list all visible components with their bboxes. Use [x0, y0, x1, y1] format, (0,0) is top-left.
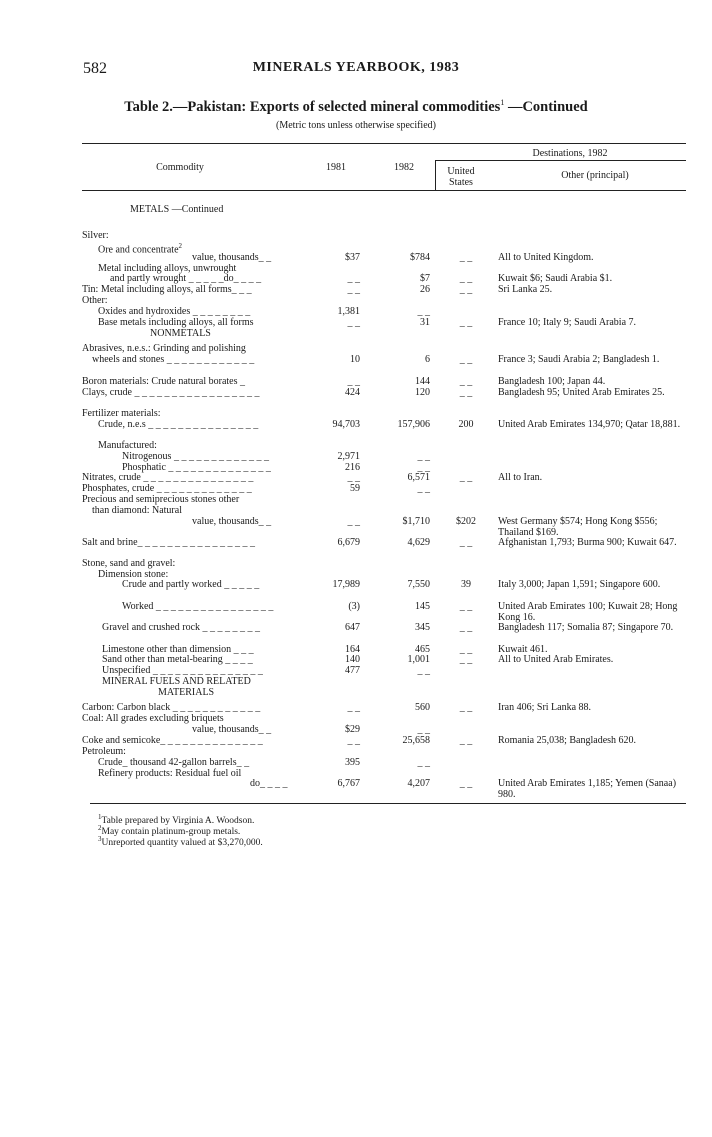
commodity-text: MATERIALS: [158, 687, 215, 698]
value-other: All to United Kingdom.: [498, 252, 594, 263]
value-1982: _ _: [417, 483, 430, 494]
value-1982: 1,001: [407, 654, 430, 665]
commodity-text: Refinery products: Residual fuel oil: [98, 768, 242, 779]
col-1981-header: 1981: [326, 162, 346, 173]
commodity-text: Worked _ _ _ _ _ _ _ _ _ _ _ _ _ _ _ _: [122, 601, 274, 612]
value-1982: 157,906: [397, 419, 430, 430]
value-us: _ _: [459, 702, 473, 713]
value-other: All to United Arab Emirates.: [498, 654, 614, 665]
table-title-mark: 1: [500, 98, 505, 107]
commodity-cell: [82, 702, 260, 713]
commodity-cell: [82, 387, 260, 398]
commodity-text: Tin: Metal including alloys, all forms_ _ _: [82, 284, 252, 295]
value-1981: 140: [345, 654, 360, 665]
value-us: _ _: [459, 622, 473, 633]
commodity-cell: [92, 354, 254, 365]
value-us: _ _: [459, 472, 473, 483]
commodity-text: Fertilizer materials:: [82, 408, 161, 419]
col-us-header-line2: States: [449, 177, 473, 188]
commodity-text: Sand other than metal-bearing _ _ _ _: [102, 654, 253, 665]
footnote: [98, 834, 263, 849]
value-other: Bangladesh 117; Somalia 87; Singapore 70.: [498, 622, 674, 633]
table-title-text: Table 2.—Pakistan: Exports of selected mineral commodities: [124, 98, 501, 115]
commodity-cell: [192, 724, 271, 735]
commodity-text: Carbon: Carbon black _ _ _ _ _ _ _ _ _ _ _ _: [82, 702, 261, 713]
value-1981: 477: [345, 665, 360, 676]
value-other: United Arab Emirates 1,185; Yemen (Sanaa) 980.: [498, 778, 677, 800]
commodity-text: Clays, crude _ _ _ _ _ _ _ _ _ _ _ _ _ _ _ _ _: [82, 387, 260, 398]
value-1981: _ _: [347, 317, 360, 328]
footnote-text: May contain platinum-group metals.: [101, 827, 241, 838]
commodity-text: Crude, n.e.s _ _ _ _ _ _ _ _ _ _ _ _ _ _ _: [98, 419, 259, 430]
commodity-text: Metal including alloys, unwrought: [98, 263, 237, 274]
value-1982: 26: [420, 284, 430, 295]
commodity-cell: [102, 654, 253, 665]
value-1982: _ _: [417, 724, 430, 735]
commodity-text: Ore and concentrate: [98, 244, 179, 256]
commodity-cell: [98, 306, 250, 317]
commodity-cell: [82, 483, 252, 494]
commodity-cell: [82, 376, 245, 387]
value-other: West Germany $574; Hong Kong $556; Thailand $169.: [498, 516, 658, 538]
col-1982-header: 1982: [394, 162, 414, 173]
commodity-cell: [122, 601, 273, 612]
value-other: Afghanistan 1,793; Burma 900; Kuwait 647.: [498, 537, 677, 548]
value-1982: _ _: [417, 451, 430, 462]
commodity-cell: [82, 295, 108, 306]
value-other: Bangladesh 100; Japan 44.: [498, 376, 606, 387]
destinations-rule: [435, 160, 686, 161]
commodity-text: than diamond: Natural: [92, 505, 182, 516]
value-us: _ _: [459, 273, 473, 284]
value-1982: $7: [420, 273, 430, 284]
commodity-cell: [82, 746, 126, 757]
commodity-text: Crude and partly worked _ _ _ _ _: [122, 579, 260, 590]
commodity-cell: [82, 558, 175, 569]
commodity-text: do_ _ _ _: [250, 778, 288, 789]
value-1981: 59: [350, 483, 360, 494]
value-1982: 31: [420, 317, 430, 328]
value-us: _ _: [459, 601, 473, 612]
value-1982: 345: [415, 622, 430, 633]
col-destinations-header: Destinations, 1982: [532, 148, 608, 159]
value-1981: 94,703: [332, 419, 360, 430]
value-other: United Arab Emirates 100; Kuwait 28; Hong Kong 16.: [498, 601, 678, 623]
col-other-header: Other (principal): [561, 170, 629, 181]
commodity-cell: [82, 494, 239, 505]
value-us: 39: [461, 579, 471, 590]
commodity-cell: [122, 451, 269, 462]
commodity-text: METALS —Continued: [130, 204, 224, 215]
value-1981: _ _: [347, 284, 360, 295]
value-1981: 424: [345, 387, 360, 398]
commodity-text: Petroleum:: [82, 746, 126, 757]
value-1981: _ _: [347, 376, 360, 387]
commodity-text: value, thousands_ _: [192, 516, 272, 527]
value-1982: 6: [425, 354, 430, 365]
commodity-text: Other:: [82, 295, 108, 306]
value-1982: 465: [415, 644, 430, 655]
value-other: France 10; Italy 9; Saudi Arabia 7.: [498, 317, 637, 328]
value-1982: $1,710: [402, 516, 430, 527]
value-1982: 7,550: [407, 579, 430, 590]
commodity-text: wheels and stones _ _ _ _ _ _ _ _ _ _ _ _: [92, 354, 255, 365]
value-us: 200: [458, 419, 474, 430]
value-1981: 17,989: [332, 579, 360, 590]
value-1981: 6,679: [337, 537, 360, 548]
commodity-text: MINERAL FUELS AND RELATED: [102, 676, 251, 687]
value-1982: 560: [415, 702, 430, 713]
commodity-cell: [150, 328, 211, 339]
bottom-rule: [90, 803, 686, 804]
commodity-text: NONMETALS: [150, 328, 211, 339]
value-1981: _ _: [347, 702, 360, 713]
commodity-text: Limestone other than dimension _ _ _: [102, 644, 254, 655]
value-other: Italy 3,000; Japan 1,591; Singapore 600.: [498, 579, 661, 590]
value-1981: 395: [345, 757, 360, 768]
value-us: _ _: [459, 387, 473, 398]
commodity-cell: [82, 472, 253, 483]
value-1981: _ _: [347, 273, 360, 284]
value-1982: _ _: [417, 665, 430, 676]
commodity-text: Precious and semiprecious stones other: [82, 494, 240, 505]
value-1981: _ _: [347, 735, 360, 746]
commodity-cell: [102, 622, 260, 633]
commodity-cell: [82, 537, 255, 548]
commodity-text: Nitrogenous _ _ _ _ _ _ _ _ _ _ _ _ _: [122, 451, 269, 462]
footnote-number: 3: [98, 835, 102, 843]
table-title-suffix: —Continued: [504, 98, 588, 115]
commodity-cell: [98, 440, 157, 451]
header-bottom-rule: [82, 190, 686, 191]
value-1981: 2,971: [337, 451, 360, 462]
commodity-cell: [192, 516, 271, 527]
commodity-cell: [98, 768, 241, 779]
commodity-text: Stone, sand and gravel:: [82, 558, 176, 569]
value-other: Iran 406; Sri Lanka 88.: [498, 702, 592, 713]
commodity-cell: [98, 241, 182, 255]
commodity-cell: [82, 343, 246, 354]
footnote-mark: 2: [178, 242, 183, 250]
value-other: France 3; Saudi Arabia 2; Bangladesh 1.: [498, 354, 660, 365]
value-us: _ _: [459, 735, 473, 746]
table-title: [0, 98, 712, 116]
value-1982: 144: [415, 376, 430, 387]
commodity-cell: [82, 230, 109, 241]
value-1981: 164: [345, 644, 360, 655]
commodity-text: Boron materials: Crude natural borates _: [82, 376, 246, 387]
value-1981: $29: [345, 724, 360, 735]
commodity-cell: [102, 676, 251, 687]
commodity-text: and partly wrought _ _ _ _ _do_ _ _ _: [110, 273, 262, 284]
footnote-text: Unreported quantity valued at $3,270,000.: [101, 838, 263, 849]
commodity-cell: [82, 284, 252, 295]
footnote-number: 2: [98, 824, 102, 832]
value-other: Kuwait $6; Saudi Arabia $1.: [498, 273, 613, 284]
value-other: Romania 25,038; Bangladesh 620.: [498, 735, 637, 746]
value-us: _ _: [459, 252, 473, 263]
commodity-text: Salt and brine_ _ _ _ _ _ _ _ _ _ _ _ _ _ _ _: [82, 537, 256, 548]
value-1981: 1,381: [337, 306, 360, 317]
value-1982: 25,658: [402, 735, 430, 746]
commodity-cell: [158, 687, 214, 698]
table-subtitle: (Metric tons unless otherwise specified): [276, 120, 436, 131]
value-1982: 6,571: [407, 472, 430, 483]
value-1981: 647: [345, 622, 360, 633]
commodity-text: Silver:: [82, 230, 109, 241]
value-other: Sri Lanka 25.: [498, 284, 553, 295]
commodity-cell: [82, 713, 224, 724]
commodity-text: Unspecified _ _ _ _ _ _ _ _ _ _ _ _ _ _ _: [102, 665, 263, 676]
value-1982: _ _: [417, 462, 430, 473]
commodity-cell: [130, 204, 223, 215]
top-rule: [82, 143, 686, 144]
value-1981: 6,767: [337, 778, 360, 789]
value-us: _ _: [459, 778, 473, 789]
page-number: 582: [83, 60, 107, 77]
commodity-cell: [82, 408, 161, 419]
commodity-cell: [82, 735, 263, 746]
value-1982: 4,629: [407, 537, 430, 548]
value-1982: _ _: [417, 757, 430, 768]
value-other: Bangladesh 95; United Arab Emirates 25.: [498, 387, 665, 398]
commodity-text: value, thousands_ _: [192, 724, 272, 735]
value-us: _ _: [459, 644, 473, 655]
value-1982: 4,207: [407, 778, 430, 789]
commodity-text: Crude_ thousand 42-gallon barrels_ _: [98, 757, 250, 768]
commodity-text: Base metals including alloys, all forms: [98, 317, 254, 328]
commodity-text: Phosphates, crude _ _ _ _ _ _ _ _ _ _ _ _ _: [82, 483, 252, 494]
value-us: _ _: [459, 537, 473, 548]
commodity-text: value, thousands_ _: [192, 252, 272, 263]
value-1981: _ _: [347, 472, 360, 483]
value-us: _ _: [459, 284, 473, 295]
value-1982: 145: [415, 601, 430, 612]
commodity-text: Manufactured:: [98, 440, 157, 451]
commodity-text: Dimension stone:: [98, 569, 169, 580]
commodity-cell: [98, 317, 254, 328]
value-us: _ _: [459, 376, 473, 387]
commodity-cell: [92, 505, 182, 516]
footnote-number: 1: [98, 813, 102, 821]
value-us: _ _: [459, 354, 473, 365]
commodity-cell: [192, 252, 271, 263]
value-1981: 216: [345, 462, 360, 473]
value-1981: _ _: [347, 516, 360, 527]
col-us-header-line1: United: [447, 166, 475, 177]
value-other: United Arab Emirates 134,970; Qatar 18,881.: [498, 419, 681, 430]
commodity-text: Gravel and crushed rock _ _ _ _ _ _ _ _: [102, 622, 261, 633]
commodity-text: Phosphatic _ _ _ _ _ _ _ _ _ _ _ _ _ _: [122, 462, 271, 473]
commodity-cell: [98, 419, 258, 430]
running-title: MINERALS YEARBOOK, 1983: [252, 60, 460, 75]
commodity-cell: [110, 273, 261, 284]
commodity-text: Oxides and hydroxides _ _ _ _ _ _ _ _: [98, 306, 251, 317]
commodity-cell: [98, 757, 249, 768]
commodity-text: Abrasives, n.e.s.: Grinding and polishing: [82, 343, 246, 354]
commodity-text: Coal: All grades excluding briquets: [82, 713, 224, 724]
value-1981: $37: [345, 252, 360, 263]
footnote-text: Table prepared by Virginia A. Woodson.: [101, 816, 255, 827]
us-column-divider: [435, 160, 436, 190]
value-other: Kuwait 461.: [498, 644, 548, 655]
commodity-text: Nitrates, crude _ _ _ _ _ _ _ _ _ _ _ _ _ _ _: [82, 472, 254, 483]
commodity-cell: [122, 579, 259, 590]
value-us: $202: [456, 516, 476, 527]
value-1982: $784: [410, 252, 430, 263]
value-1982: _ _: [417, 306, 430, 317]
value-other: All to Iran.: [498, 472, 543, 483]
commodity-text: Coke and semicoke_ _ _ _ _ _ _ _ _ _ _ _ _ _: [82, 735, 263, 746]
value-us: _ _: [459, 317, 473, 328]
value-us: _ _: [459, 654, 473, 665]
value-1982: 120: [415, 387, 430, 398]
value-1981: 10: [350, 354, 360, 365]
commodity-cell: [102, 665, 263, 676]
col-commodity-header: Commodity: [156, 162, 204, 173]
commodity-cell: [250, 778, 288, 789]
value-1981: (3): [348, 601, 360, 612]
